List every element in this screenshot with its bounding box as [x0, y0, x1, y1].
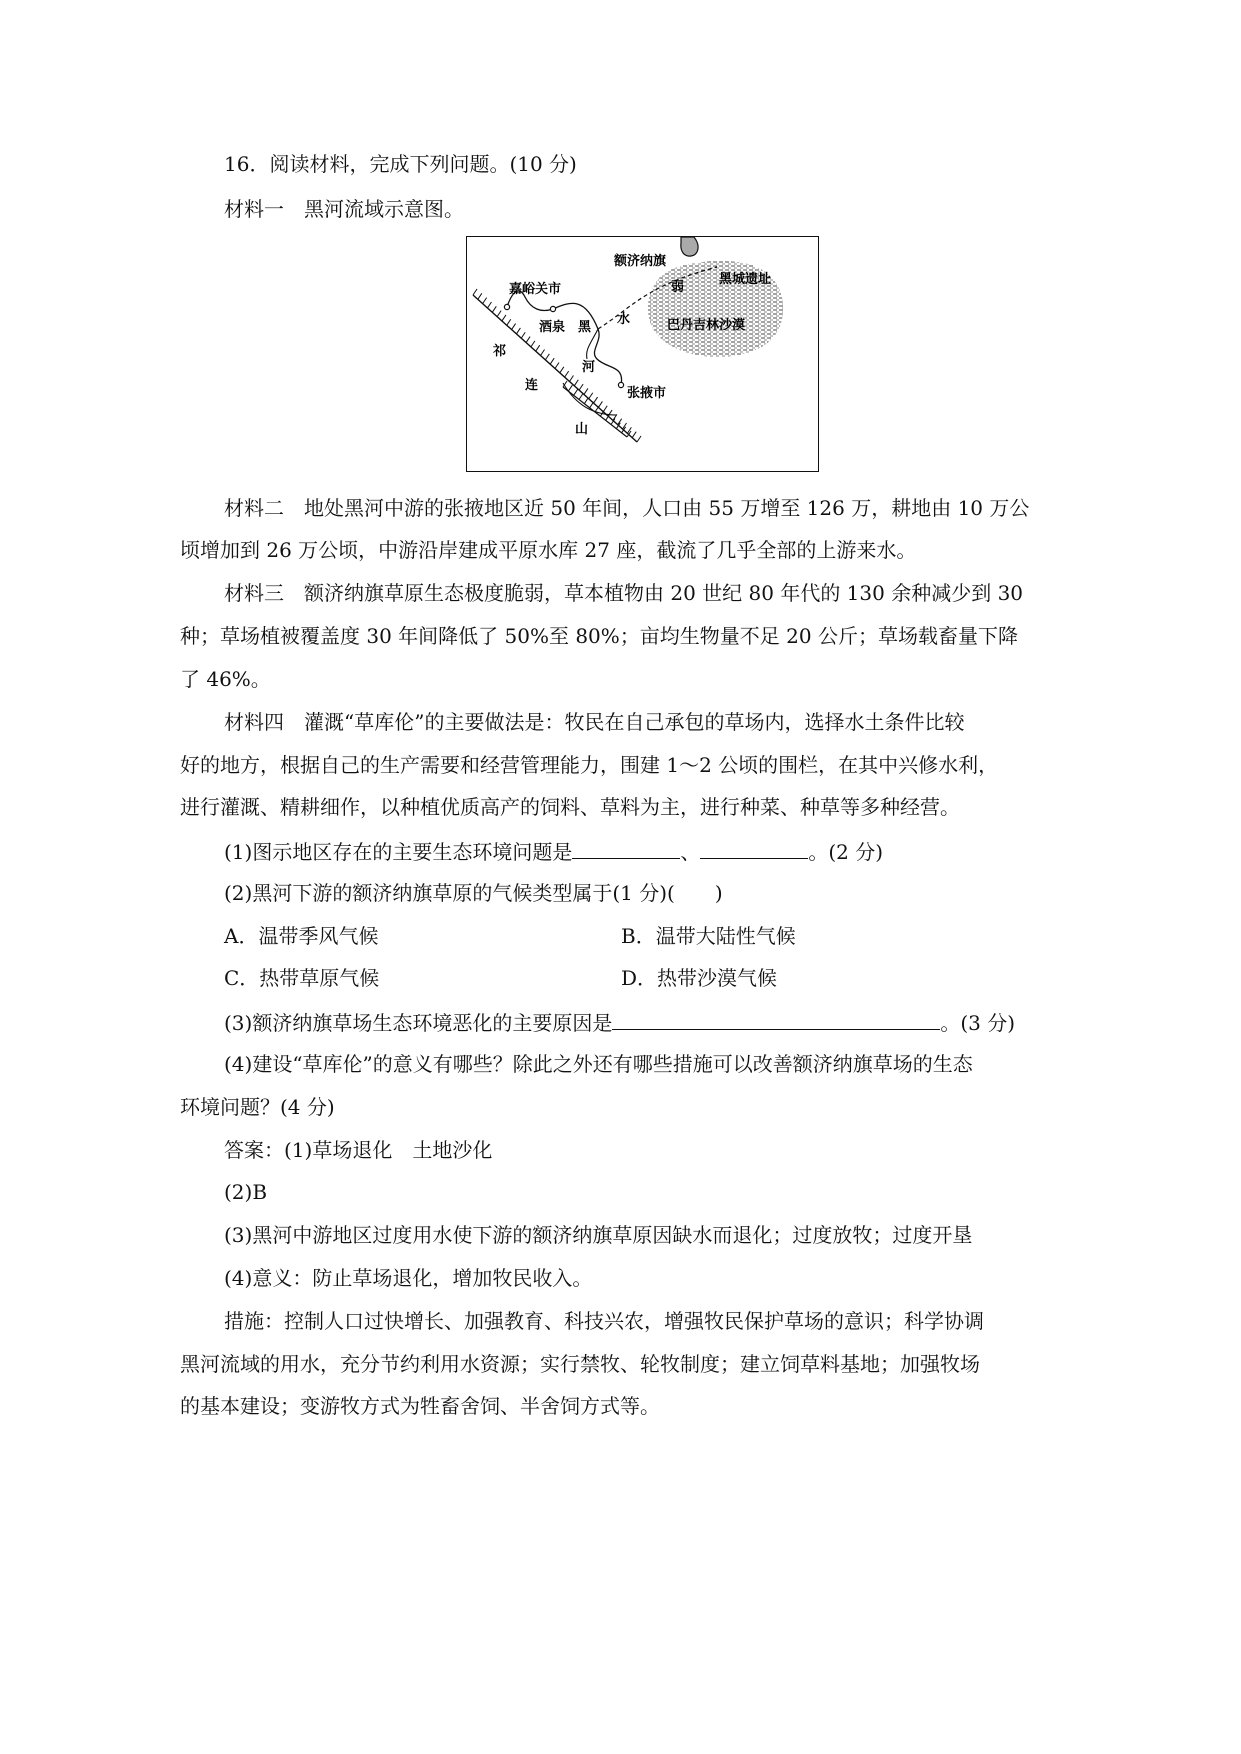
mountain-tick [545, 354, 549, 360]
question-3-suffix: 。(3 分) [940, 1011, 1016, 1035]
mountain-tick [536, 345, 540, 351]
mountain-tick [584, 388, 588, 394]
question-1 [224, 838, 883, 864]
mountain-tick [487, 302, 491, 308]
mountain-tick [550, 358, 554, 364]
material-4-line-1: 材料四 灌溉“草库伦”的主要做法是：牧民在自己承包的草场内，选择水土条件比较 [224, 710, 965, 734]
mountain-tick [579, 384, 583, 390]
mountain-tick [531, 341, 535, 347]
label-lian: 连 [525, 378, 539, 393]
mountain-tick [589, 393, 593, 399]
mountain-tick [555, 363, 559, 369]
mountain-tick [507, 319, 511, 325]
material-1: 材料一 黑河流域示意图。 [224, 197, 464, 221]
mountain-tick [521, 332, 525, 338]
label-ruo: 弱 [671, 280, 685, 295]
mountain-tick [627, 427, 631, 433]
mountain-tick [497, 311, 501, 317]
question-1-prefix: (1)图示地区存在的主要生态环境问题是 [224, 840, 573, 864]
mountain-tick [574, 389, 578, 395]
label-jiayuguan: 嘉峪关市 [509, 282, 562, 297]
mountain-tick [560, 367, 564, 373]
label-heicheng: 黑城遗址 [719, 272, 772, 287]
answer-3: (3)黑河中游地区过度用水使下游的额济纳旗草原因缺水而退化；过度放牧；过度开垦 [224, 1223, 973, 1247]
material-3-line-1: 材料三 额济纳旗草原生态极度脆弱，草本植物由 20 世纪 80 年代的 130 余种减少到 30 [224, 581, 1024, 605]
heihe-river [507, 291, 622, 385]
material-3-line-2: 种；草场植被覆盖度 30 年间降低了 50%至 80%；亩均生物量不足 20 公斤；草场载畜量下降 [180, 624, 1018, 648]
jiuquan-city-dot [550, 306, 555, 311]
map-drawing [467, 237, 817, 470]
answer-blank-1[interactable] [572, 838, 680, 859]
answer-4: (4)意义：防止草场退化，增加牧民收入。 [224, 1266, 593, 1290]
measures-line-3: 的基本建设；变游牧方式为牲畜舍饲、半舍饲方式等。 [180, 1394, 660, 1418]
answer-blank-2[interactable] [700, 838, 808, 859]
label-he: 河 [582, 360, 596, 375]
question-4-line-1: (4)建设“草库伦”的意义有哪些？除此之外还有哪些措施可以改善额济纳旗草场的生态 [224, 1052, 973, 1076]
mountain-tick [569, 375, 573, 381]
mountain-tick [594, 397, 598, 403]
heihe-basin-map [466, 236, 819, 472]
answer-blank-3[interactable] [612, 1009, 940, 1030]
measures-line-1: 措施：控制人口过快增长、加强教育、科技兴农，增强牧民保护草场的意识；科学协调 [224, 1309, 984, 1333]
mountain-tick [512, 324, 516, 330]
mountain-tick [502, 315, 506, 321]
question-2-stem: (2)黑河下游的额济纳旗草原的气候类型属于(1 分)( ) [224, 881, 723, 905]
option-b: B．温带大陆性气候 [621, 924, 796, 948]
material-4-line-3: 进行灌溉、精耕细作，以种植优质高产的饲料、草料为主，进行种菜、种草等多种经营。 [180, 795, 960, 819]
label-qi: 祁 [493, 344, 507, 359]
answer-1: 答案：(1)草场退化 土地沙化 [224, 1138, 493, 1162]
answer-2: (2)B [224, 1180, 268, 1204]
mountain-tick [584, 398, 588, 404]
question-3-prefix: (3)额济纳旗草场生态环境恶化的主要原因是 [224, 1011, 613, 1035]
question-3 [224, 1009, 1015, 1035]
mountain-tick [574, 380, 578, 386]
question-1-sep: 、 [680, 840, 701, 864]
qilian-mountain-ticks [473, 289, 641, 442]
label-badain: 巴丹吉林沙漠 [667, 318, 746, 333]
question-4-line-2: 环境问题？(4 分) [180, 1095, 335, 1119]
zhangye-city-dot [618, 382, 623, 387]
measures-line-2: 黑河流域的用水，充分节约利用水资源；实行禁牧、轮牧制度；建立饲草料基地；加强牧场 [180, 1352, 980, 1376]
mountain-tick [568, 385, 572, 391]
qilian-mountain-ticks-2 [563, 381, 631, 437]
terminal-lake [681, 237, 698, 256]
mountain-tick [526, 337, 530, 343]
mountain-tick [492, 306, 496, 312]
jiayuguan-city-dot [504, 304, 509, 309]
mountain-tick [632, 432, 636, 438]
label-jiuquan: 酒泉 [539, 320, 566, 335]
mountain-tick [541, 350, 545, 356]
mountain-tick [590, 402, 594, 408]
mountain-tick [483, 298, 487, 304]
mountain-tick [579, 394, 583, 400]
label-hei: 黑 [578, 320, 592, 335]
label-ejina: 额济纳旗 [614, 254, 667, 269]
option-d: D．热带沙漠气候 [621, 966, 778, 990]
mountain-tick [565, 371, 569, 377]
mountain-tick [516, 328, 520, 334]
label-shui: 水 [617, 312, 631, 327]
material-2-line-1: 材料二 地处黑河中游的张掖地区近 50 年间，人口由 55 万增至 126 万，耕地由 10 万公 [224, 496, 1030, 520]
question-1-suffix: 。(2 分) [808, 840, 884, 864]
material-2-line-2: 顷增加到 26 万公顷，中游沿岸建成平原水库 27 座，截流了几乎全部的上游来水。 [180, 538, 917, 562]
question-title: 16．阅读材料，完成下列问题。(10 分) [224, 152, 577, 176]
mountain-tick [478, 293, 482, 299]
label-zhangye: 张掖市 [627, 386, 667, 401]
material-3-line-3: 了 46%。 [180, 667, 271, 691]
mountain-tick [473, 289, 477, 295]
label-shan: 山 [575, 422, 589, 437]
material-4-line-2: 好的地方，根据自己的生产需要和经营管理能力，围建 1～2 公顷的围栏，在其中兴修水利， [180, 753, 999, 777]
option-c: C．热带草原气候 [224, 966, 380, 990]
mountain-tick [637, 436, 641, 442]
option-a: A．温带季风气候 [224, 924, 379, 948]
